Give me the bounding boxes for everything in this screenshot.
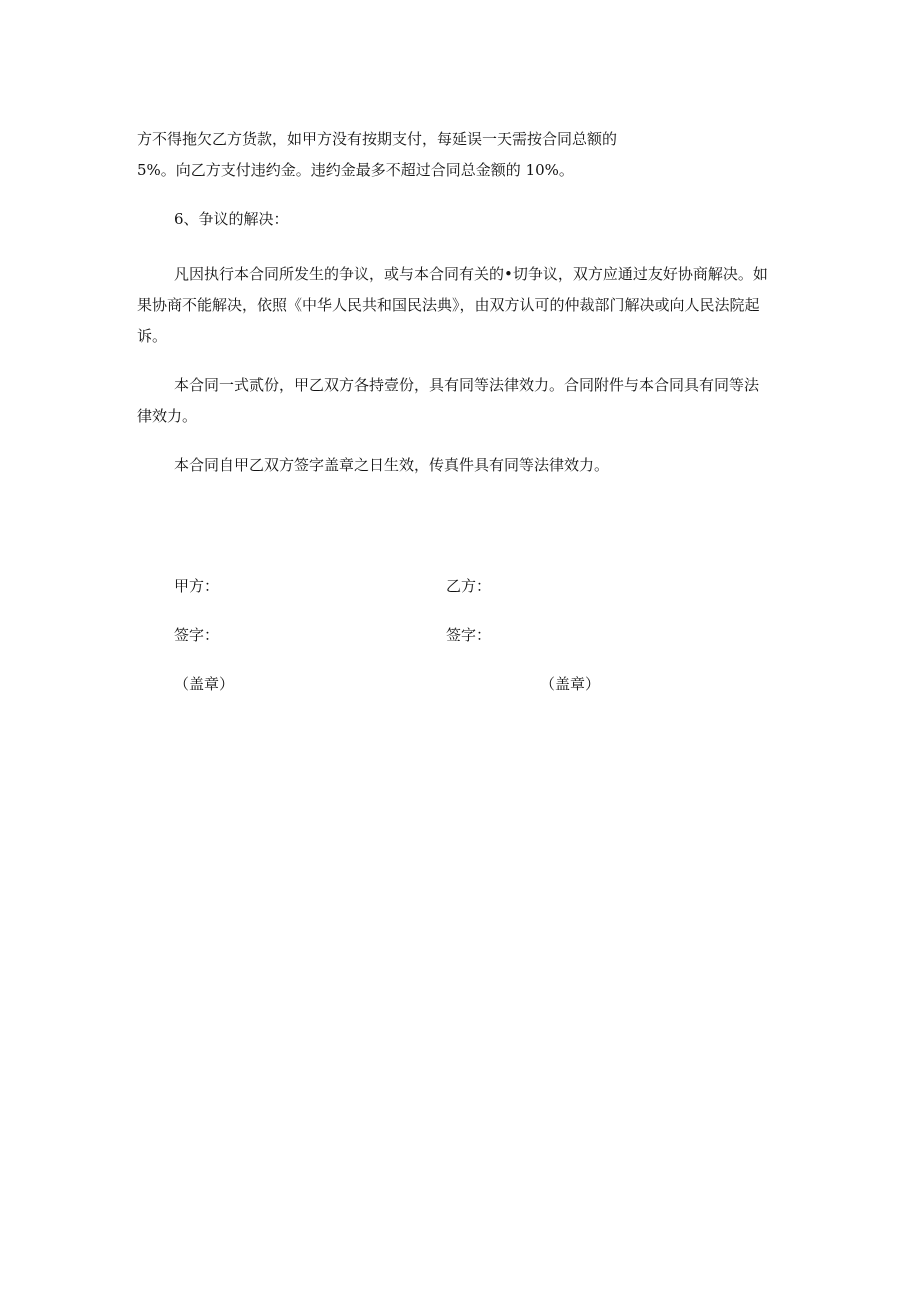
party-a-sign-label: 签字： [174, 626, 220, 644]
dispute-clause-line-2: 果协商不能解决，依照《中华人民共和国民法典》，由双方认可的仲裁部门解决或向人民法院起 [137, 296, 760, 314]
party-b-seal-label: （盖章） [540, 675, 601, 693]
party-b-label: 乙方： [446, 577, 492, 595]
party-b-sign-label: 签字： [446, 626, 492, 644]
copies-clause-line-2: 律效力。 [137, 407, 198, 425]
party-a-seal-label: （盖章） [174, 675, 235, 693]
dispute-clause-line-1: 凡因执行本合同所发生的争议，或与本合同有关的•切争议，双方应通过友好协商解决。如 [174, 265, 768, 283]
dispute-clause-line-3: 诉。 [137, 327, 168, 345]
payment-clause-line-2: 5%。向乙方支付违约金。违约金最多不超过合同总金额的 10%。 [137, 161, 574, 179]
section-6-heading: 6、争议的解决： [174, 210, 289, 228]
copies-clause-line-1: 本合同一式贰份，甲乙双方各持壹份，具有同等法律效力。合同附件与本合同具有同等法 [174, 376, 760, 394]
party-a-label: 甲方： [174, 577, 220, 595]
payment-clause-line-1: 方不得拖欠乙方货款，如甲方没有按期支付，每延误一天需按合同总额的 [137, 130, 618, 148]
effect-clause: 本合同自甲乙双方签字盖章之日生效，传真件具有同等法律效力。 [174, 456, 610, 474]
